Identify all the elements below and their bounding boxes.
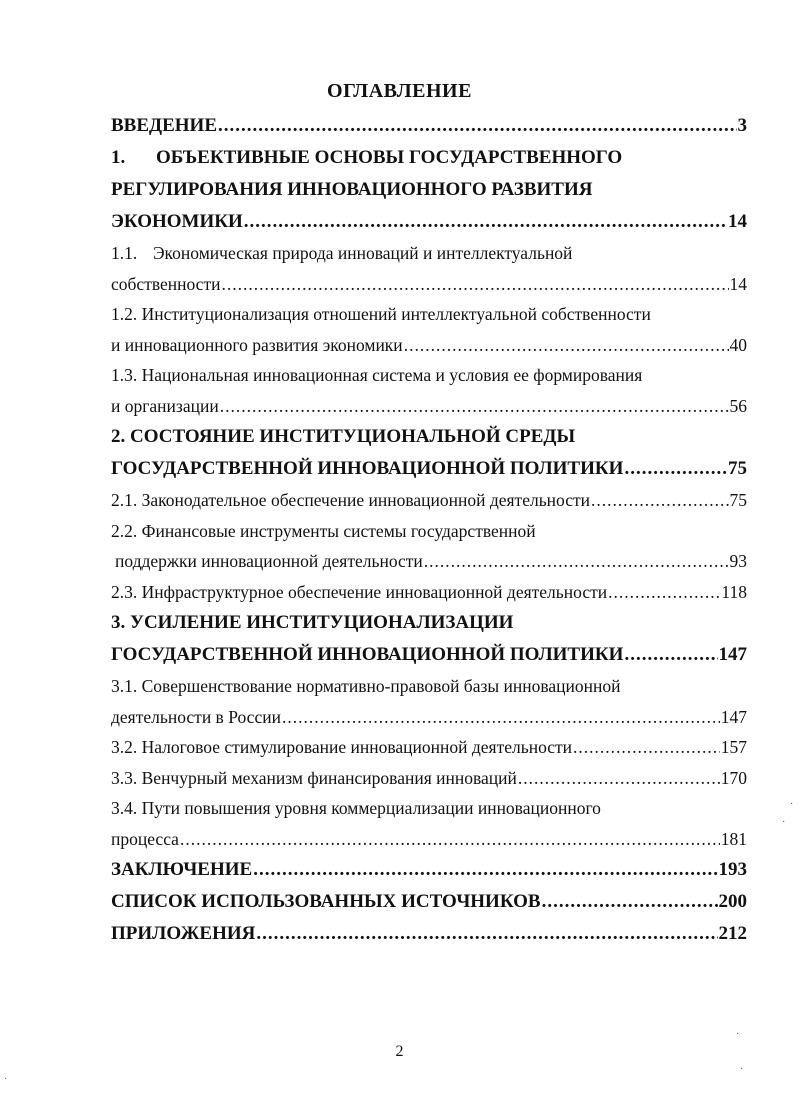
toc-conclusion: [111, 854, 747, 886]
toc-chapter-2-heading-end: [111, 453, 747, 485]
toc-section-1-2: [111, 299, 747, 330]
toc-page-number: 181: [720, 828, 747, 849]
toc-chapter-1-heading-end: [111, 206, 747, 238]
dot-leader: [220, 391, 729, 422]
dot-leader: [518, 763, 720, 794]
toc-page-number: 147: [720, 706, 747, 727]
dot-leader: [624, 639, 717, 671]
dot-leader: [221, 269, 728, 300]
toc-section-3-4-end: [111, 824, 747, 855]
toc-page-number: 93: [729, 551, 747, 571]
dot-leader: [624, 453, 727, 485]
dot-leader: [180, 824, 720, 855]
dot-leader: [424, 546, 729, 577]
scan-speck: ·: [740, 1064, 744, 1075]
toc-page-number: 157: [720, 737, 747, 757]
toc-page-number: 75: [728, 458, 747, 479]
toc-section-2-3: [111, 577, 747, 608]
toc-section-1-1-end: [111, 269, 747, 300]
toc-page-number: 3: [737, 115, 747, 136]
toc-entry-text: 1.2. Институционализация отношений интеллектуальной собственности: [111, 304, 651, 324]
toc-section-3-1: [111, 671, 747, 702]
dot-leader: [608, 577, 720, 608]
toc-page-number: 56: [729, 395, 747, 416]
dot-leader: [591, 485, 728, 516]
toc-chapter-1-heading: [111, 142, 747, 174]
toc-appendices: [111, 918, 747, 950]
toc-entry-text: 3.1. Совершенствование нормативно-правовой базы инновационной: [111, 676, 621, 696]
toc-section-3-3: [111, 763, 747, 794]
scan-speck: ·: [790, 799, 794, 810]
table-of-contents: [111, 110, 747, 950]
section-number: 1.1.: [111, 243, 138, 263]
toc-entry-text: и организации: [111, 395, 219, 416]
toc-entry-introduction: [111, 110, 747, 142]
toc-page-number: 14: [728, 211, 747, 232]
toc-entry-text: деятельности в России: [111, 706, 281, 727]
toc-page-number: 14: [729, 273, 747, 294]
toc-entry-text: 1.3. Национальная инновационная система и условия ее формирования: [111, 365, 643, 385]
toc-section-2-2: [111, 516, 747, 547]
toc-entry-text: ОБЪЕКТИВНЫЕ ОСНОВЫ ГОСУДАРСТВЕННОГО: [156, 147, 623, 168]
toc-entry-text: процесса: [111, 828, 179, 849]
toc-entry-text: ЗАКЛЮЧЕНИЕ: [111, 859, 253, 880]
toc-entry-text: 2.2. Финансовые инструменты системы государственной: [111, 520, 536, 541]
toc-section-2-1: [111, 485, 747, 516]
toc-page-number: 193: [718, 859, 747, 880]
toc-entry-text: ГОСУДАРСТВЕННОЙ ИННОВАЦИОННОЙ ПОЛИТИКИ: [111, 644, 624, 665]
scan-speck: ·: [4, 1074, 8, 1085]
scan-speck: ·: [736, 1029, 740, 1040]
toc-entry-text: ВВЕДЕНИЕ: [111, 115, 217, 136]
toc-page-number: 75: [729, 490, 747, 510]
dot-leader: [573, 732, 720, 763]
scan-speck: ·: [782, 817, 786, 828]
toc-entry-text: ЭКОНОМИКИ: [111, 211, 243, 232]
toc-section-2-2-end: [111, 546, 747, 577]
page-number: 2: [395, 1043, 404, 1060]
toc-entry-text: поддержки инновационной деятельности: [115, 551, 423, 571]
toc-page-number: 200: [718, 891, 747, 912]
chapter-number: 1.: [111, 147, 126, 168]
toc-chapter-1-heading-cont: [111, 174, 747, 206]
toc-page-number: 147: [718, 644, 747, 665]
toc-page-number: 118: [721, 581, 747, 602]
toc-section-1-3: [111, 360, 747, 391]
toc-entry-text: собственности: [111, 273, 221, 294]
toc-chapter-2-heading: [111, 421, 747, 453]
page-title: ОГЛАВЛЕНИЕ: [327, 80, 472, 102]
toc-section-1-2-end: [111, 330, 747, 361]
toc-entry-text: 2.3. Инфраструктурное обеспечение инновационной деятельности: [111, 581, 608, 602]
toc-section-1-1: [111, 238, 747, 269]
dot-leader: [244, 206, 727, 238]
toc-entry-text: СПИСОК ИСПОЛЬЗОВАННЫХ ИСТОЧНИКОВ: [111, 891, 541, 912]
toc-page-number: 170: [720, 767, 747, 788]
toc-section-3-1-end: [111, 702, 747, 733]
dot-leader: [218, 110, 737, 142]
toc-entry-text: ПРИЛОЖЕНИЯ: [111, 923, 256, 944]
toc-entry-text: Экономическая природа инноваций и интеллектуальной: [153, 243, 573, 263]
toc-entry-text: 3.3. Венчурный механизм финансирования инноваций: [111, 767, 517, 788]
toc-entry-text: 3.2. Налоговое стимулирование инновационной деятельности: [111, 737, 573, 757]
toc-section-3-4: [111, 793, 747, 824]
toc-entry-text: 3. УСИЛЕНИЕ ИНСТИТУЦИОНАЛИЗАЦИИ: [111, 612, 514, 633]
toc-section-1-3-end: [111, 391, 747, 422]
toc-section-3-2: [111, 732, 747, 763]
toc-page-number: 40: [729, 334, 747, 355]
toc-chapter-3-heading-end: [111, 639, 747, 671]
toc-entry-text: 2. СОСТОЯНИЕ ИНСТИТУЦИОНАЛЬНОЙ СРЕДЫ: [111, 426, 576, 447]
toc-page-number: 212: [718, 923, 747, 944]
toc-entry-text: ГОСУДАРСТВЕННОЙ ИННОВАЦИОННОЙ ПОЛИТИКИ: [111, 458, 624, 479]
dot-leader: [282, 702, 720, 733]
toc-entry-text: и инновационного развития экономики: [111, 334, 403, 355]
toc-entry-text: 2.1. Законодательное обеспечение инновационной деятельности: [111, 490, 591, 510]
toc-references: [111, 886, 747, 918]
toc-entry-text: РЕГУЛИРОВАНИЯ ИННОВАЦИОННОГО РАЗВИТИЯ: [111, 179, 593, 200]
dot-leader: [542, 886, 718, 918]
dot-leader: [256, 918, 717, 950]
dot-leader: [253, 854, 717, 886]
dot-leader: [404, 330, 729, 361]
toc-entry-text: 3.4. Пути повышения уровня коммерциализации инновационного: [111, 798, 601, 818]
toc-chapter-3-heading: [111, 607, 747, 639]
